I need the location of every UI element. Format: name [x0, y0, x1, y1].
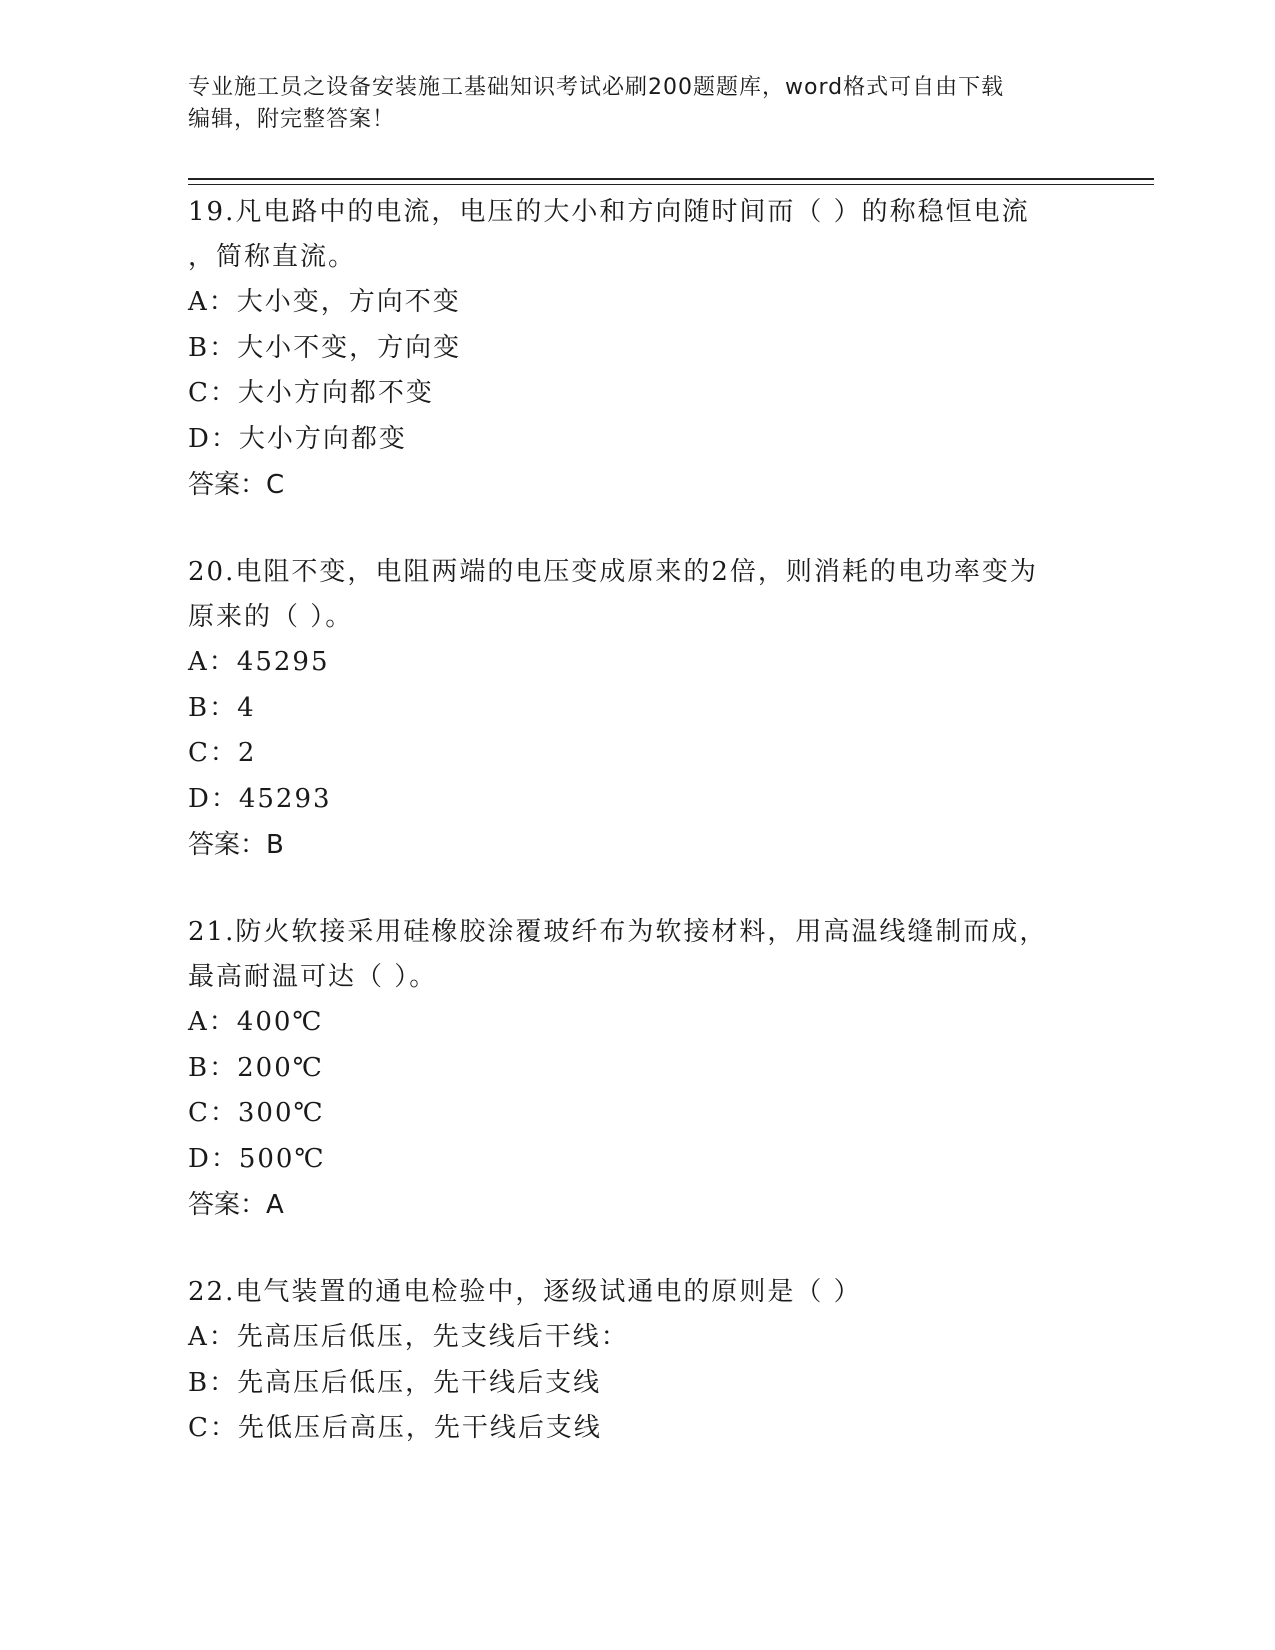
header-line-1: 专业施工员之设备安装施工基础知识考试必刷200题题库，word格式可自由下载 — [188, 75, 1005, 100]
option-c: C：先低压后高压，先干线后支线 — [188, 1413, 602, 1443]
question-21 — [188, 910, 1088, 1228]
question-text-line: 19.凡电路中的电流，电压的大小和方向随时间而（ ）的称稳恒电流 — [188, 197, 1030, 227]
option-c: C：2 — [188, 738, 257, 768]
option-d: D：45293 — [188, 783, 332, 814]
option-b: B：4 — [188, 692, 256, 723]
question-list — [188, 190, 1088, 1494]
answer-label: 答案：B — [188, 830, 284, 860]
option-a: A：400℃ — [188, 1007, 324, 1037]
header-divider-thick — [188, 178, 1154, 180]
option-c: C：大小方向都不变 — [188, 378, 434, 408]
question-22 — [188, 1270, 1088, 1452]
header-divider-thin — [188, 184, 1154, 185]
question-20 — [188, 550, 1088, 868]
option-a: A：大小变，方向不变 — [188, 287, 461, 317]
question-text-line: 21.防火软接采用硅橡胶涂覆玻纤布为软接材料，用高温线缝制而成， — [188, 917, 1048, 947]
document-header — [188, 72, 1088, 136]
question-text-line: 原来的（ ）。 — [188, 602, 354, 632]
question-19 — [188, 190, 1088, 508]
option-d: D：大小方向都变 — [188, 423, 407, 454]
option-b: B：大小不变，方向变 — [188, 332, 462, 363]
option-b: B：200℃ — [188, 1052, 324, 1083]
question-text-line: 20.电阻不变，电阻两端的电压变成原来的2倍，则消耗的电功率变为 — [188, 557, 1038, 587]
option-d: D：500℃ — [188, 1143, 326, 1174]
header-line-2: 编辑，附完整答案！ — [188, 107, 396, 132]
answer-label: 答案：A — [188, 1190, 284, 1220]
question-text-line: 最高耐温可达（ ）。 — [188, 962, 438, 992]
option-b: B：先高压后低压，先干线后支线 — [188, 1367, 602, 1398]
option-a: A：45295 — [188, 647, 330, 677]
option-c: C：300℃ — [188, 1098, 325, 1128]
question-text-line: ，简称直流。 — [188, 242, 357, 272]
answer-label: 答案：C — [188, 470, 285, 500]
question-text-line: 22.电气装置的通电检验中，逐级试通电的原则是（ ） — [188, 1277, 862, 1307]
option-a: A：先高压后低压，先支线后干线： — [188, 1322, 629, 1352]
